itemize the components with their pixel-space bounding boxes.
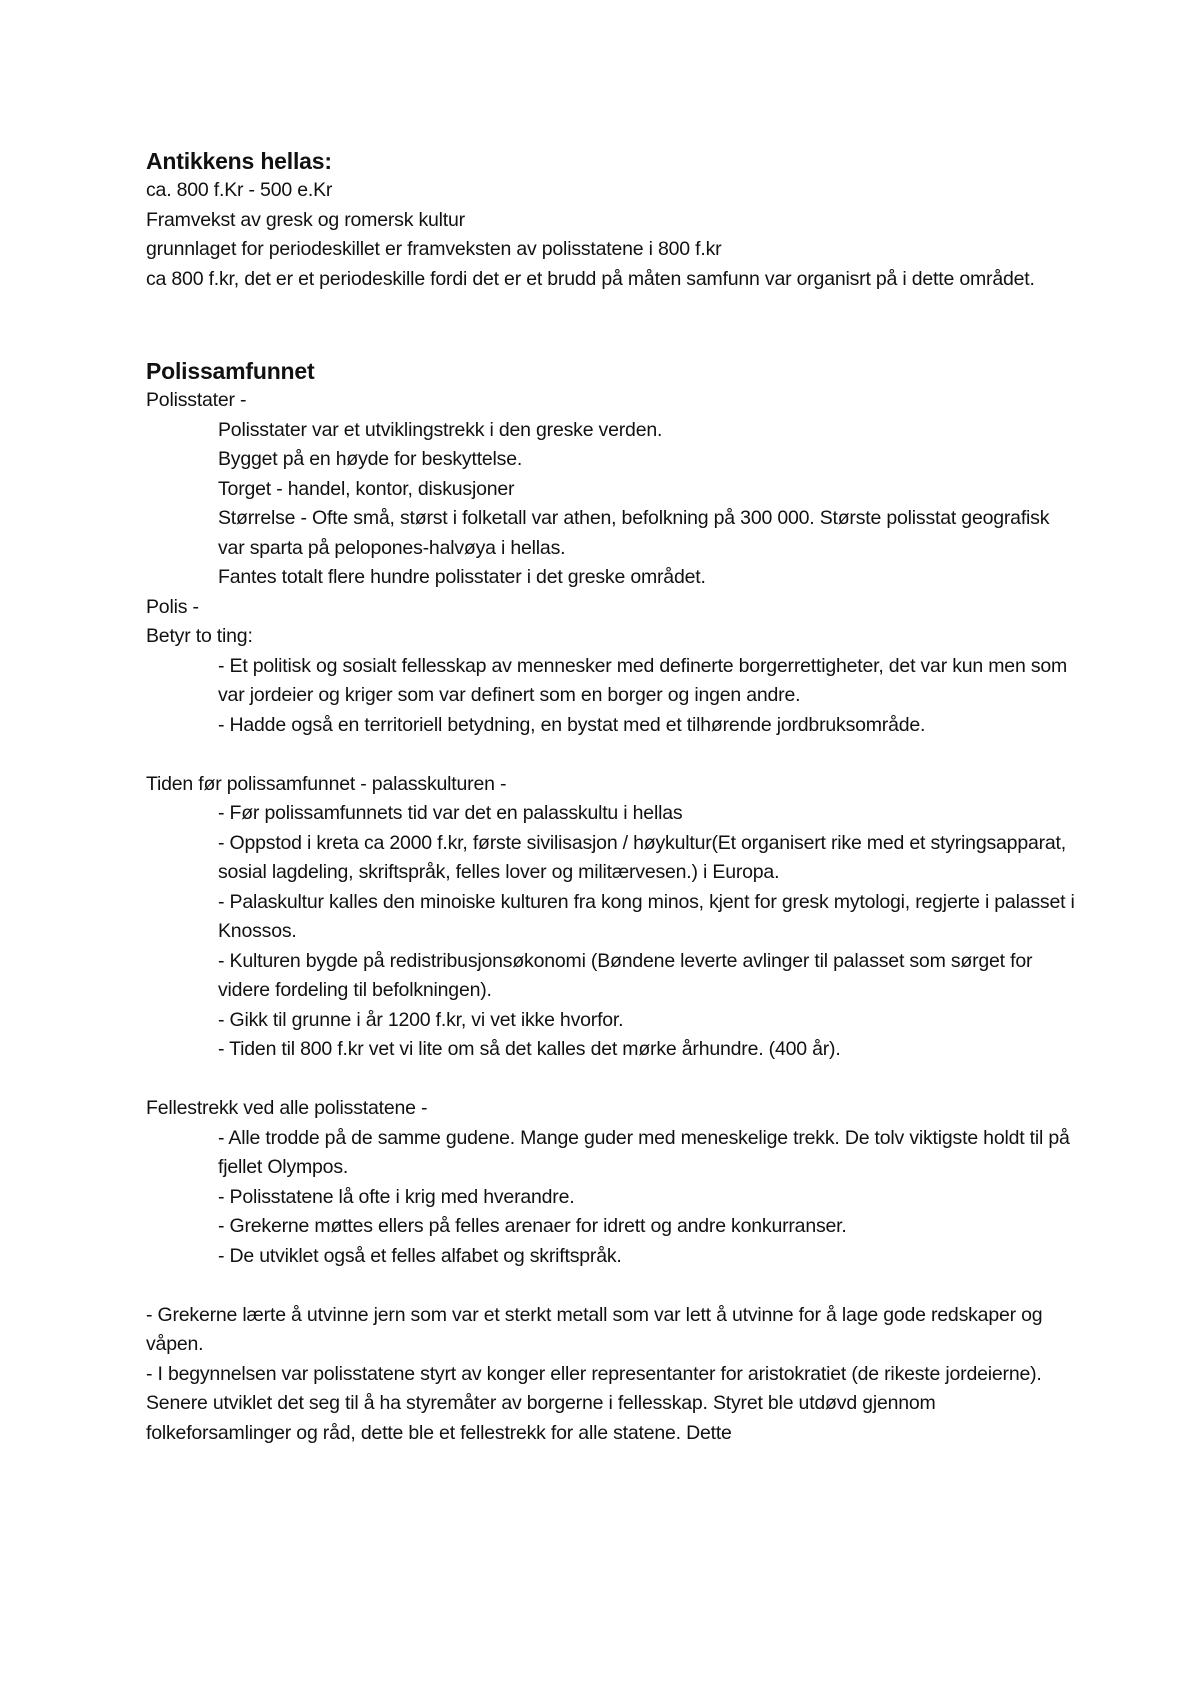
spacer: [146, 294, 1076, 356]
betyr-item: - Hadde også en territoriell betydning, en bystat med et tilhørende jordbruksområde.: [218, 713, 926, 736]
palasskulturen-item: - Tiden til 800 f.kr vet vi lite om så det kalles det mørke århundre. (400 år).: [218, 1038, 841, 1060]
betyr-item: - Et politisk og sosialt fellesskap av mennesker med definerte borgerrettigheter, det var kun men som var jordeier og kriger som var definert som en borger og ingen andre.: [218, 654, 1068, 706]
spacer: [146, 1065, 1076, 1095]
polisstater-item: Bygget på en høyde for beskyttelse.: [218, 448, 523, 470]
spacer: [146, 740, 1076, 770]
palasskulturen-item: - Gikk til grunne i år 1200 f.kr, vi vet ikke hvorfor.: [218, 1008, 624, 1031]
polisstater-item: Størrelse - Ofte små, størst i folketall var athen, befolkning på 300 000. Største polisstat geografisk var sparta på pelopones-halvøya i hellas.: [218, 507, 1050, 559]
intro-line: ca 800 f.kr, det er et periodeskille fordi det er et brudd på måten samfunn var organisrt på i dette området.: [146, 267, 1035, 290]
heading-polissamfunnet: Polissamfunnet: [146, 358, 315, 384]
polisstater-item: Polisstater var et utviklingstrekk i den greske verden.: [218, 418, 663, 441]
intro-line: Framvekst av gresk og romersk kultur: [146, 208, 465, 231]
palasskulturen-label: Tiden før polissamfunnet - palasskulturen -: [146, 772, 507, 795]
heading-antikkens-hellas: Antikkens hellas:: [146, 148, 332, 174]
fellestrekk-label: Fellestrekk ved alle polisstatene -: [146, 1097, 428, 1119]
polisstater-label: Polisstater -: [146, 389, 247, 411]
intro-line: ca. 800 f.Kr - 500 e.Kr: [146, 179, 333, 201]
palasskulturen-item: - Palaskultur kalles den minoiske kulturen fra kong minos, kjent for gresk mytologi, regjerte i palasset i Knossos.: [218, 890, 1075, 942]
palasskulturen-item: - Oppstod i kreta ca 2000 f.kr, første sivilisasjon / høykultur(Et organisert rike med et styringsapparat, sosial lagdeling, skriftspråk, felles lover og militærvesen.) i Europa.: [218, 831, 1066, 883]
polisstater-item: Torget - handel, kontor, diskusjoner: [218, 477, 515, 500]
palasskulturen-item: - Kulturen bygde på redistribusjonsøkonomi (Bøndene leverte avlinger til palasset som sørget for videre fordeling til befolkningen).: [218, 949, 1033, 1001]
fellestrekk-item: - Alle trodde på de samme gudene. Mange guder med meneskelige trekk. De tolv viktigste holdt til på fjellet Olympos.: [218, 1126, 1070, 1178]
intro-line: grunnlaget for periodeskillet er framveksten av polisstatene i 800 f.kr: [146, 238, 722, 260]
spacer: [146, 1271, 1076, 1301]
polisstater-item: Fantes totalt flere hundre polisstater i det greske området.: [218, 566, 706, 588]
body-paragraph: - Grekerne lærte å utvinne jern som var et sterkt metall som var lett å utvinne for å lage gode redskaper og våpen.: [146, 1303, 1043, 1355]
fellestrekk-item: - Grekerne møttes ellers på felles arenaer for idrett og andre konkurranser.: [218, 1215, 847, 1237]
polis-label: Polis -: [146, 595, 199, 618]
document-body: [146, 146, 1076, 1448]
betyr-label: Betyr to ting:: [146, 625, 253, 647]
body-paragraph: - I begynnelsen var polisstatene styrt av konger eller representanter for aristokratiet (de rikeste jordeierne). Senere utviklet det seg til å ha styremåter av borgerne i fellesskap. Styret ble utdøvd gjennom folkeforsamlinger og råd, dette ble et fellestrekk for alle statene. Dette: [146, 1362, 1042, 1444]
palasskulturen-item: - Før polissamfunnets tid var det en palasskultu i hellas: [218, 802, 683, 824]
fellestrekk-item: - De utviklet også et felles alfabet og skriftspråk.: [218, 1244, 622, 1267]
fellestrekk-item: - Polisstatene lå ofte i krig med hverandre.: [218, 1185, 575, 1208]
